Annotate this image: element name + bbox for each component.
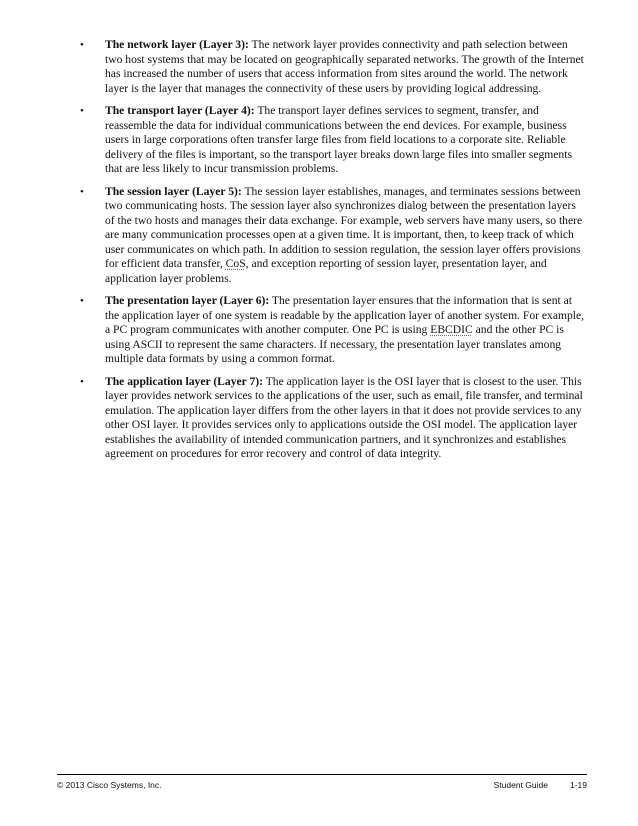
footer-guide-label: Student Guide xyxy=(493,780,548,790)
item-text: The application layer is the OSI layer that is closest to the user. This layer provides network services to the applications of the user, such as email, file transfer, and terminal emulation. The application layer differs from the other layers in that it does not provide services to any other OSI layer. It provides services only to applications outside the OSI model. The application layer establishes the availability of intended communication partners, and it synchronizes and establishes agreement on procedures for error recovery and control of data integrity. xyxy=(105,374,583,460)
list-item-network-layer xyxy=(80,38,586,96)
item-text-continued: , and exception reporting of session layer, presentation layer, and application layer problems. xyxy=(105,257,547,285)
item-heading: The presentation layer (Layer 6): xyxy=(105,294,270,307)
item-heading: The session layer (Layer 5): xyxy=(105,184,242,198)
item-text: The presentation layer ensures that the information that is sent at the application layer of one system is readable by the application layer of another system. For example, a PC program communicates with another computer. One PC is using xyxy=(105,294,585,336)
item-heading: The network layer (Layer 3): xyxy=(105,38,249,51)
list-item-transport-layer xyxy=(80,104,586,177)
item-text-continued: and the other PC is using ASCII to represent the same characters. If necessary, the presentation layer translates among multiple data formats by using a common format. xyxy=(105,323,564,365)
list-item-session-layer xyxy=(80,185,586,287)
footer-right-group xyxy=(494,780,587,790)
abbreviation-link-cos[interactable]: CoS xyxy=(225,257,246,270)
item-heading: The transport layer (Layer 4): xyxy=(105,104,255,117)
page-number: 1-19 xyxy=(569,780,587,790)
list-item-application-layer xyxy=(80,375,586,462)
bullet-icon: • xyxy=(80,39,84,51)
page-footer xyxy=(57,774,587,790)
item-text: The transport layer defines services to segment, transfer, and reassemble the data for individual communications between the end devices. For example, business users in large corporations often transfer large files from field locations to a corporate site. Reliable delivery of the files is important, so the transport layer breaks down large files into smaller segments that are less likely to incur transmission problems. xyxy=(105,104,572,175)
bullet-icon: • xyxy=(80,105,84,117)
list-item-presentation-layer xyxy=(80,294,586,367)
item-heading: The application layer (Layer 7): xyxy=(105,374,264,388)
item-text: The session layer establishes, manages, and terminates sessions between two communicating hosts. The session layer also synchronizes dialog between the presentation layers of the two hosts and manages their data exchange. For example, web servers have many users, so there are many communication processes open at a given time. It is important, then, to keep track of which user communicates on which path. In addition to session regulation, the session layer offers provisions for efficient data transfer, xyxy=(105,184,583,270)
bullet-icon: • xyxy=(80,375,84,388)
footer-copyright: © 2013 Cisco Systems, Inc. xyxy=(57,780,162,790)
osi-layer-list xyxy=(80,38,586,470)
bullet-icon: • xyxy=(80,185,84,198)
item-text: The network layer provides connectivity and path selection between two host systems that may be located on geographically separated networks. The growth of the Internet has increased the number of users that access information from sites around the world. The network layer is the layer that manages the connectivity of these users by providing logical addressing. xyxy=(105,38,584,95)
bullet-icon: • xyxy=(80,295,84,307)
abbreviation-link-ebcdic[interactable]: EBCDIC xyxy=(430,323,473,336)
